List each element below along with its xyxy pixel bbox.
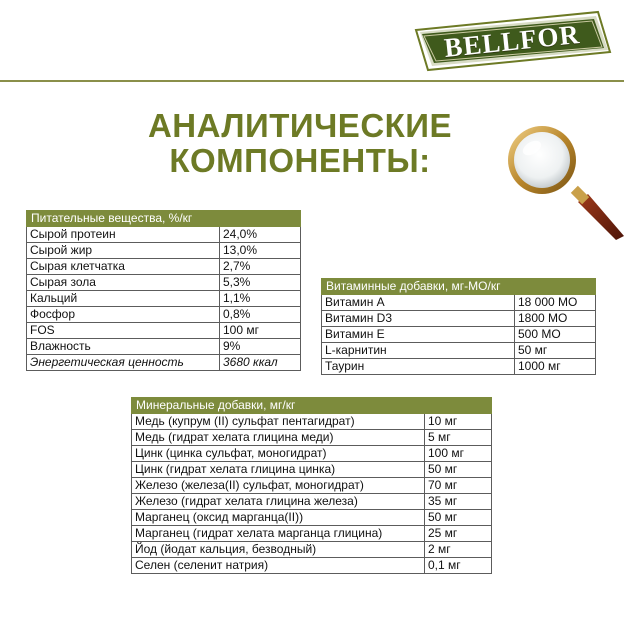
vitamin-name: Витамин D3 xyxy=(322,311,515,327)
vitamin-value: 1800 МО xyxy=(515,311,596,327)
nutrient-value: 9% xyxy=(220,339,301,355)
mineral-name: Медь (гидрат хелата глицина меди) xyxy=(132,430,425,446)
table-row xyxy=(322,343,596,359)
table-row xyxy=(27,339,301,355)
table-row xyxy=(27,323,301,339)
nutrient-value: 1,1% xyxy=(220,291,301,307)
mineral-value: 35 мг xyxy=(425,494,492,510)
table-row xyxy=(132,542,492,558)
vitamin-name: Таурин xyxy=(322,359,515,375)
mineral-value: 2 мг xyxy=(425,542,492,558)
magnifier-icon xyxy=(500,118,624,242)
table-row xyxy=(27,355,301,371)
nutrient-value: 2,7% xyxy=(220,259,301,275)
table-header-row xyxy=(27,211,301,227)
vitamin-value: 1000 мг xyxy=(515,359,596,375)
page-title-line-2: КОМПОНЕНТЫ: xyxy=(169,142,431,179)
nutrient-name: Сырой протеин xyxy=(27,227,220,243)
table-row xyxy=(27,291,301,307)
table-row xyxy=(132,414,492,430)
table-row xyxy=(27,259,301,275)
nutrient-value: 0,8% xyxy=(220,307,301,323)
table-row xyxy=(132,494,492,510)
nutrients-table xyxy=(26,210,301,371)
nutrient-name: Сырой жир xyxy=(27,243,220,259)
vitamins-table-header: Витаминные добавки, мг-МО/кг xyxy=(322,279,596,295)
mineral-value: 50 мг xyxy=(425,510,492,526)
mineral-value: 25 мг xyxy=(425,526,492,542)
mineral-value: 0,1 мг xyxy=(425,558,492,574)
vitamin-value: 500 МО xyxy=(515,327,596,343)
mineral-name: Марганец (гидрат хелата марганца глицина) xyxy=(132,526,425,542)
mineral-name: Цинк (цинка сульфат, моногидрат) xyxy=(132,446,425,462)
table-row xyxy=(27,307,301,323)
mineral-name: Селен (селенит натрия) xyxy=(132,558,425,574)
mineral-value: 100 мг xyxy=(425,446,492,462)
brand-logo xyxy=(412,10,612,72)
table-row xyxy=(132,526,492,542)
mineral-name: Железо (гидрат хелата глицина железа) xyxy=(132,494,425,510)
header-divider xyxy=(0,80,624,82)
nutrient-name: Энергетическая ценность xyxy=(27,355,220,371)
nutrient-value: 24,0% xyxy=(220,227,301,243)
nutrient-value: 100 мг xyxy=(220,323,301,339)
table-header-row xyxy=(322,279,596,295)
vitamin-name: Витамин Е xyxy=(322,327,515,343)
vitamin-name: Витамин А xyxy=(322,295,515,311)
nutrients-table-header: Питательные вещества, %/кг xyxy=(27,211,301,227)
mineral-name: Йод (йодат кальция, безводный) xyxy=(132,542,425,558)
nutrient-value: 3680 ккал xyxy=(220,355,301,371)
nutrient-name: Фосфор xyxy=(27,307,220,323)
logo-text: BELLFOR xyxy=(442,18,582,63)
page-title xyxy=(100,108,500,178)
table-row xyxy=(132,430,492,446)
table-row xyxy=(27,275,301,291)
minerals-table xyxy=(131,397,492,574)
nutrient-name: Сырая зола xyxy=(27,275,220,291)
mineral-name: Цинк (гидрат хелата глицина цинка) xyxy=(132,462,425,478)
table-row xyxy=(132,510,492,526)
minerals-table-header: Минеральные добавки, мг/кг xyxy=(132,398,492,414)
nutrient-name: FOS xyxy=(27,323,220,339)
nutrient-name: Кальций xyxy=(27,291,220,307)
table-row xyxy=(322,311,596,327)
mineral-value: 70 мг xyxy=(425,478,492,494)
nutrient-value: 13,0% xyxy=(220,243,301,259)
nutrient-name: Влажность xyxy=(27,339,220,355)
nutrient-name: Сырая клетчатка xyxy=(27,259,220,275)
table-row xyxy=(132,462,492,478)
table-row xyxy=(132,446,492,462)
mineral-value: 50 мг xyxy=(425,462,492,478)
table-header-row xyxy=(132,398,492,414)
vitamins-table xyxy=(321,278,596,375)
table-row xyxy=(132,478,492,494)
mineral-name: Медь (купрум (II) сульфат пентагидрат) xyxy=(132,414,425,430)
mineral-name: Железо (железа(II) сульфат, моногидрат) xyxy=(132,478,425,494)
mineral-value: 5 мг xyxy=(425,430,492,446)
nutrient-value: 5,3% xyxy=(220,275,301,291)
vitamin-value: 50 мг xyxy=(515,343,596,359)
table-row xyxy=(322,359,596,375)
mineral-value: 10 мг xyxy=(425,414,492,430)
table-row xyxy=(322,327,596,343)
vitamin-value: 18 000 МО xyxy=(515,295,596,311)
vitamin-name: L-карнитин xyxy=(322,343,515,359)
table-row xyxy=(27,227,301,243)
mineral-name: Марганец (оксид марганца(II)) xyxy=(132,510,425,526)
table-row xyxy=(132,558,492,574)
table-row xyxy=(322,295,596,311)
page-title-line-1: АНАЛИТИЧЕСКИЕ xyxy=(147,107,453,144)
table-row xyxy=(27,243,301,259)
